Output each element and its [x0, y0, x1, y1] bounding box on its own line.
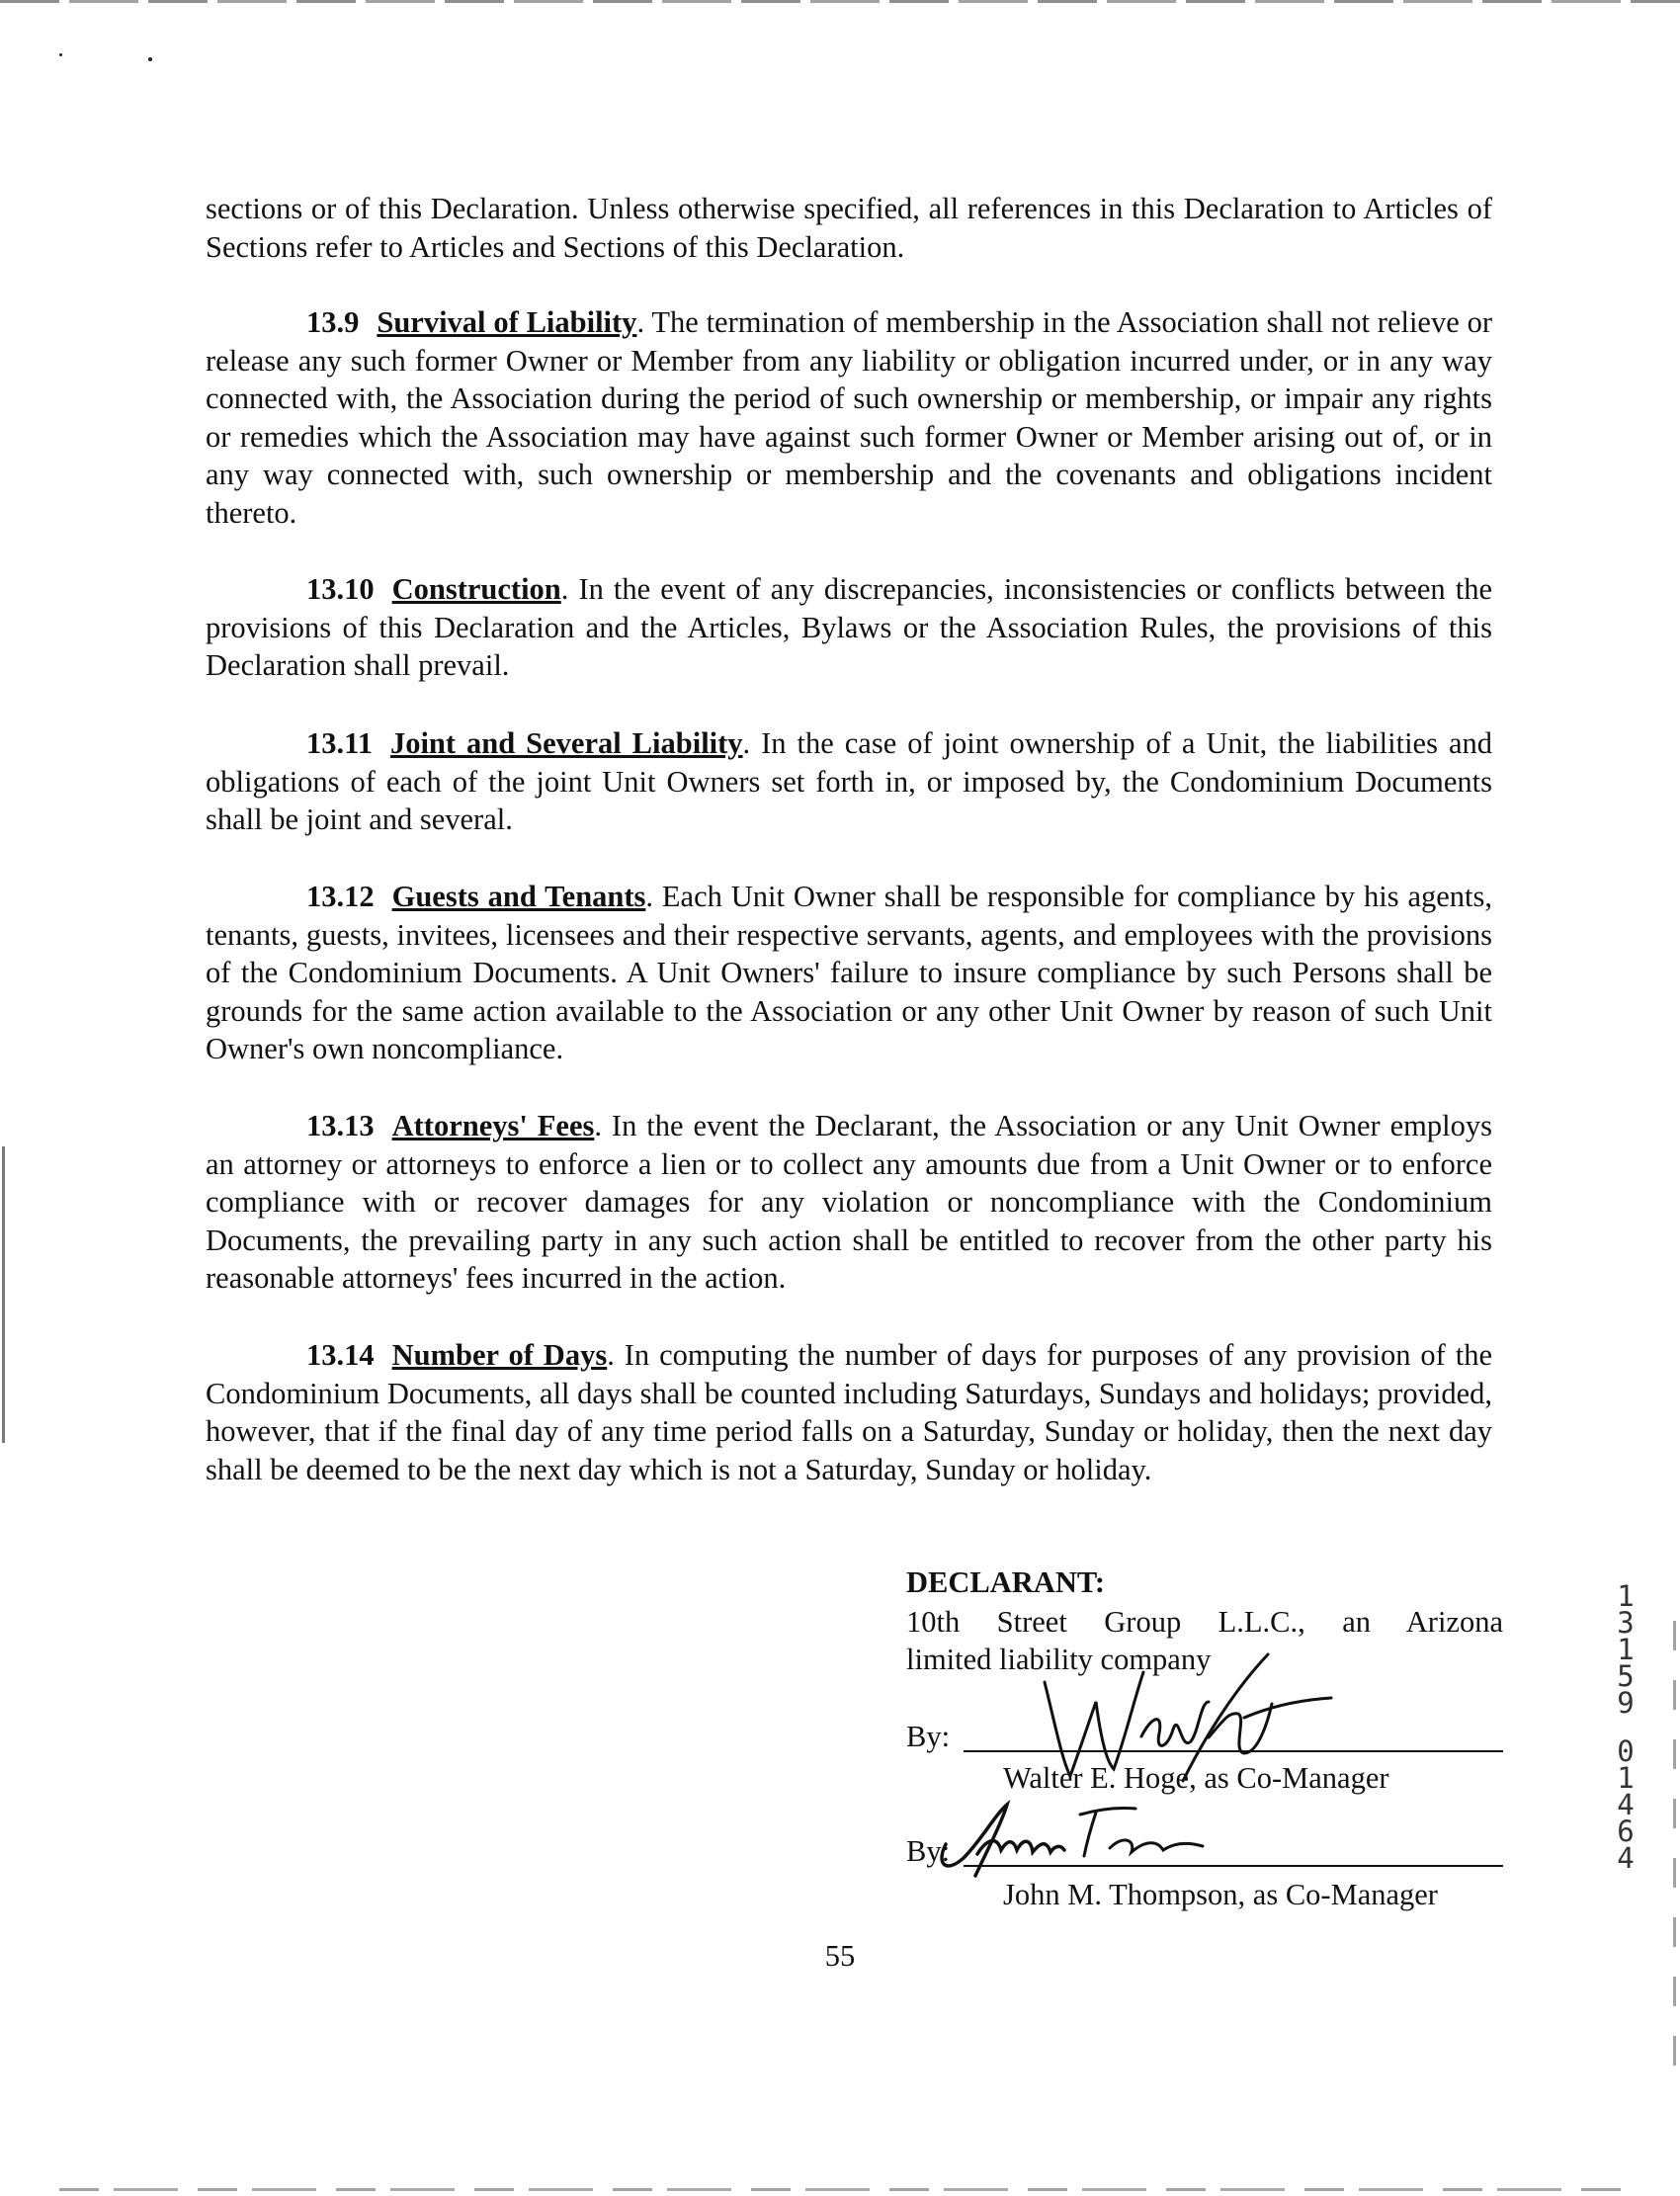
scan-speck [59, 53, 62, 56]
signer-name: John M. Thompson, as Co-Manager [1003, 1878, 1438, 1911]
section-13-9 [206, 303, 1492, 532]
intro-paragraph [206, 190, 1492, 266]
section-body: . In computing the number of days for purposes of any provision of the Condominium Documents, all days shall be counted including Saturdays, Sundays and holidays; provided, however, that if the final day of any time period falls on a Saturday, Sunday or holiday, then the next day shall be deemed to be the next day which is not a Saturday, Sunday or holiday. [206, 1338, 1493, 1486]
recording-number [1611, 1579, 1640, 1875]
declarant-company-line: 10th Street Group L.L.C., an Arizona [906, 1605, 1503, 1639]
recording-number-part1: 13159 [1617, 1579, 1635, 1720]
section-13-14 [206, 1336, 1492, 1488]
scan-edge-right [1673, 1621, 1676, 2085]
signer-name: Walter E. Hoge, as Co-Manager [1003, 1761, 1389, 1795]
scan-speck [148, 57, 152, 61]
section-body: . In the case of joint ownership of a Unit, the liabilities and obligations of each of the joint Unit Owners set forth in, or imposed by, the Condominium Documents shall be joint and several. [206, 726, 1492, 836]
section-number: 13.13 [306, 1109, 375, 1142]
declarant-company-type: limited liability company [906, 1643, 1212, 1676]
section-heading: Guests and Tenants [391, 880, 646, 913]
section-number: 13.12 [306, 880, 375, 913]
by-label: By: [906, 1720, 951, 1753]
section-13-10 [206, 570, 1492, 685]
section-number: 13.10 [306, 572, 375, 606]
by-label: By: [906, 1834, 951, 1868]
section-13-12 [206, 878, 1492, 1068]
signature-rule [964, 1865, 1503, 1867]
signature-line-1 [906, 1718, 1503, 1757]
section-body: . In the event of any discrepancies, inconsistencies or conflicts between the provisions of this Declaration and the Articles, Bylaws or the Association Rules, the provisions of this Declaration shall prevail. [206, 572, 1492, 682]
section-body: . Each Unit Owner shall be responsible for compliance by his agents, tenants, guests, invitees, licensees and their respective servants, agents, and employees with the provisions of the Condominium Documents. A Unit Owners' failure to insure compliance by such Persons shall be grounds for the same action available to the Association or any other Unit Owner by reason of such Unit Owner's own noncompliance. [206, 880, 1492, 1065]
section-13-11 [206, 724, 1492, 839]
section-number: 13.9 [306, 305, 360, 339]
section-heading: Attorneys' Fees [391, 1109, 595, 1142]
section-heading: Survival of Liability [377, 305, 637, 339]
recording-number-part2: 01464 [1617, 1734, 1635, 1875]
section-number: 13.14 [306, 1338, 375, 1372]
intro-text: sections or of this Declaration. Unless otherwise specified, all references in this Declaration to Articles of Sections refer to Articles and Sections of this Declaration. [206, 192, 1492, 264]
scan-edge-top [0, 0, 1680, 3]
section-body: . In the event the Declarant, the Association or any Unit Owner employs an attorney or attorneys to enforce a lien or to collect any amounts due from a Unit Owner or to enforce compliance with or recover damages for any violation or noncompliance with the Condominium Documents, the prevailing party in any such action shall be entitled to recover from the other party his reasonable attorneys' fees incurred in the action. [206, 1109, 1492, 1295]
scan-edge-left [2, 1146, 5, 1443]
section-heading: Construction [391, 572, 561, 606]
signature-line-2 [906, 1832, 1503, 1872]
scan-edge-bottom [59, 2188, 1631, 2191]
section-heading: Number of Days [391, 1338, 608, 1372]
signature-rule [964, 1750, 1503, 1752]
declarant-title: DECLARANT: [906, 1565, 1106, 1599]
section-13-13 [206, 1107, 1492, 1298]
section-number: 13.11 [306, 726, 373, 760]
page-number: 55 [824, 1939, 856, 1973]
section-body: . The termination of membership in the Association shall not relieve or release any such former Owner or Member from any liability or obligation incurred under, or in any way connected with, the Association during the period of such ownership or membership, or impair any rights or remedies which the Association may have against such former Owner or Member arising out of, or in any way connected with, such ownership or membership and the covenants and obligations incident thereto. [206, 305, 1492, 530]
section-heading: Joint and Several Liability [389, 726, 743, 760]
